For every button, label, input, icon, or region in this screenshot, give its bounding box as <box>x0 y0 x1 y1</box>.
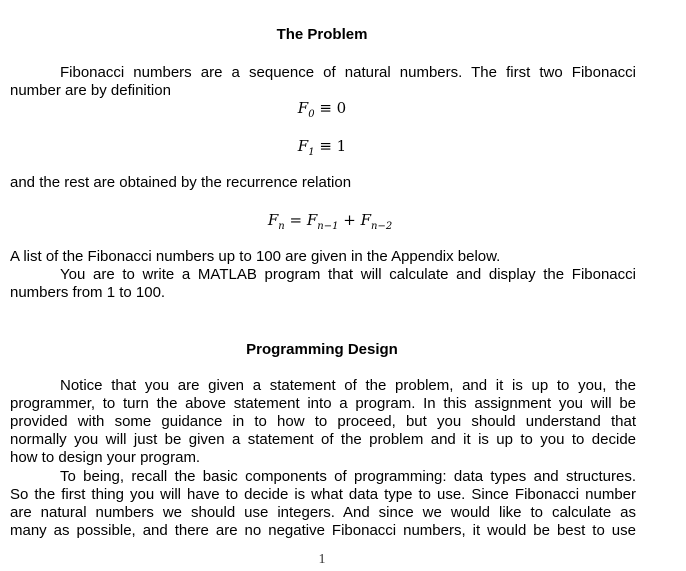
paragraph-line: A list of the Fibonacci numbers up to 100 are given in the Appendix below. <box>10 248 501 265</box>
eq-subscript: 0 <box>308 109 315 120</box>
eq-subscript: n <box>278 221 285 232</box>
eq-symbol: F <box>267 211 279 229</box>
eq-equals: = <box>289 211 303 229</box>
eq-plus: + <box>343 211 356 229</box>
eq-symbol: F <box>360 211 371 229</box>
eq-symbol: F <box>306 211 318 229</box>
paragraph-line: programmer, to turn the above statement into a program. In this assignment you will be <box>10 395 636 412</box>
paragraph-line: are natural numbers we should use integers. And since we would like to calculate as <box>10 504 636 521</box>
paragraph-line: So the first thing you will have to decide is what data type to use. Since Fibonacci number <box>10 486 636 503</box>
page-number: 1 <box>318 552 326 567</box>
paragraph-line: Fibonacci numbers are a sequence of natural numbers. The first two Fibonacci <box>60 64 636 81</box>
paragraph-line: Notice that you are given a statement of the problem, and it is up to you, the <box>60 377 636 394</box>
section-heading-problem: The Problem <box>276 26 368 43</box>
eq-subscript: 1 <box>308 147 315 158</box>
eq-symbol: F <box>297 99 309 117</box>
paragraph-line: many as possible, and there are no negative Fibonacci numbers, it would be best to use <box>10 522 636 539</box>
paragraph-line: To being, recall the basic components of programming: data types and structures. <box>60 468 636 485</box>
equation-f1 <box>0 137 644 162</box>
paragraph-line: provided with some guidance in to how to proceed, but you should understand that <box>10 413 636 430</box>
eq-rhs: ≡ 0 <box>319 99 347 117</box>
paragraph-line: number are by definition <box>10 82 171 99</box>
paragraph-line: normally you will just be given a statement of the problem and it is up to you to decide <box>10 431 636 448</box>
paragraph-line: how to design your program. <box>10 449 201 466</box>
paragraph-line: You are to write a MATLAB program that will calculate and display the Fibonacci <box>60 266 636 283</box>
eq-subscript: n−2 <box>371 221 393 232</box>
equation-recurrence <box>8 211 652 236</box>
paragraph-line: numbers from 1 to 100. <box>10 284 166 301</box>
eq-symbol: F <box>297 137 309 155</box>
eq-subscript: n−1 <box>317 221 339 232</box>
section-heading-design: Programming Design <box>246 341 398 358</box>
equation-f0 <box>0 99 644 124</box>
eq-rhs: ≡ 1 <box>319 137 347 155</box>
paragraph-line: and the rest are obtained by the recurrence relation <box>10 174 352 191</box>
